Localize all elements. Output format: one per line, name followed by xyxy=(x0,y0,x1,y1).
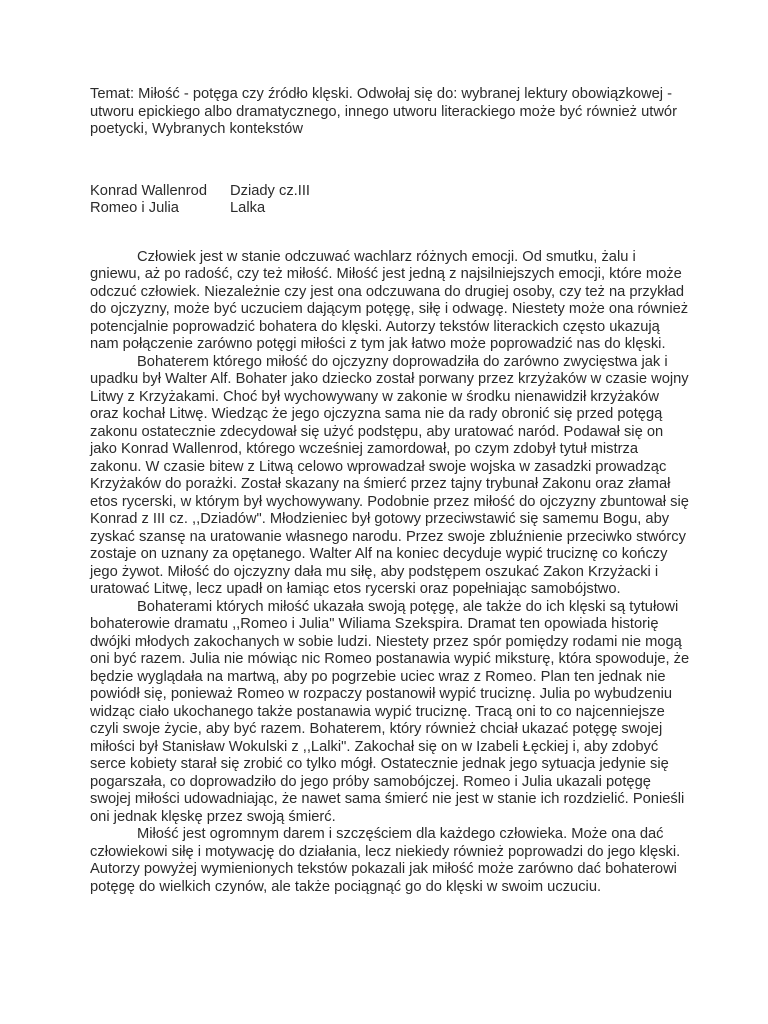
reading-list-item: Lalka xyxy=(230,200,266,216)
reading-list-item: Dziady cz.III xyxy=(230,182,310,199)
reading-list xyxy=(90,183,690,218)
essay-paragraph: Człowiek jest w stanie odczuwać wachlarz różnych emocji. Od smutku, żalu i gniewu, aż po radość, czy też miłość. Miłość jest jedną z najsilniejszych emocji, które może odczuć człowiek. Niezależnie czy jest ona odczuwana do drugiej osoby, czy też na przykład do ojczyzny, może być uczuciem dającym potęgę, siłę i odwagę. Niestety może ona również potencjalnie poprowadzić bohatera do klęski. Autorzy tekstów literackich często ukazują nam połączenie zarówno potęgi miłości z tym jak łatwo może poprowadzić nas do klęski. xyxy=(90,248,689,352)
reading-list-item: Konrad Wallenrod xyxy=(90,182,208,199)
reading-list-item: Romeo i Julia xyxy=(90,200,179,216)
reading-list-row xyxy=(90,200,690,218)
reading-list-row xyxy=(90,183,690,201)
essay-paragraph: Miłość jest ogromnym darem i szczęściem dla każdego człowieka. Może ona dać człowiekowi siłę i motywację do działania, lecz niekiedy również poprowadzi do jego klęski. Autorzy powyżej wymienionych tekstów pokazali jak miłość może zarówno dać bohaterowi potęgę do wielkich czynów, ale także pociągnąć go do klęski w swoim uczuciu. xyxy=(90,826,681,895)
essay-paragraph: Bohaterami których miłość ukazała swoją potęgę, ale także do ich klęski są tytułowi bohaterowie dramatu ,,Romeo i Julia" Wiliama Szekspira. Dramat ten opowiada historię dwójki młodych zakochanych w sobie ludzi. Niestety przez spór pomiędzy rodami nie mogą oni być razem. Julia nie mówiąc nic Romeo postanawia wypić miksturę, która spowoduje, że będzie wyglądała na martwą, aby po pogrzebie uciec wraz z Romeo. Plan ten jednak nie powiódł się, ponieważ Romeo w rozpaczy postanowił wypić truciznę. Julia po wybudzeniu widząc ciało ukochanego także postanawia wypić truciznę. Tracą oni to co najcenniejsze czyli swoje życie, aby być razem. Bohaterem, który również chciał ukazać potęgę swojej miłości był Stanisław Wokulski z ,,Lalki". Zakochał się on w Izabeli Łęckiej i, aby zdobyć serce kobiety starał się zrobić co tylko mógł. Ostatecznie jednak jego sytuacja jedynie się pogarszała, co doprowadziło do jego próby samobójczej. Romeo i Julia ukazali potęgę swojej miłości udowadniając, że nawet sama śmierć nie jest w stanie ich rozdzielić. Ponieśli oni jednak klęskę przez swoją śmierć. xyxy=(90,598,690,825)
essay-paragraph: Bohaterem którego miłość do ojczyzny doprowadziła do zarówno zwycięstwa jak i upadku był Walter Alf. Bohater jako dziecko został porwany przez krzyżaków w czasie wojny Litwy z Krzyżakami. Choć był wychowywany w zakonie w środku nienawidził krzyżaków oraz kochał Litwę. Wiedząc że jego ojczyzna sama nie da rady obronić się przed potęgą zakonu ostatecznie zdecydował się użyć podstępu, aby uratować naród. Podawał się on jako Konrad Wallenrod, którego wcześniej zamordował, po czym zdobył tytuł mistrza zakonu. W czasie bitew z Litwą celowo wprowadzał swoje wojska w zasadzki prowadząc Krzyżaków do porażki. Został skazany na śmierć przez tajny trybunał Zakonu oraz złamał etos rycerski, w którym był wychowywany. Podobnie przez miłość do ojczyzny zbuntował się Konrad z III cz. ,,Dziadów". Młodzieniec był gotowy przeciwstawić się samemu Bogu, aby zyskać szansę na uratowanie własnego narodu. Przez swoje zbluźnienie przeciwko stwórcy zostaje on uznany za opętanego. Walter Alf na koniec decyduje wypić truciznę co kończy jego żywot. Miłość do ojczyzny dała mu siłę, aby podstępem oszukać Zakon Krzyżacki i uratować Litwę, lecz upadł on łamiąc etos rycerski oraz popełniając samobójstwo. xyxy=(90,353,689,597)
essay-body xyxy=(90,249,690,897)
essay-topic: Temat: Miłość - potęga czy źródło klęski. Odwołaj się do: wybranej lektury obowiązkowej - utworu epickiego albo dramatycznego, innego utworu literackiego może być również utwór poetycki, Wybranych kontekstów xyxy=(90,86,677,137)
